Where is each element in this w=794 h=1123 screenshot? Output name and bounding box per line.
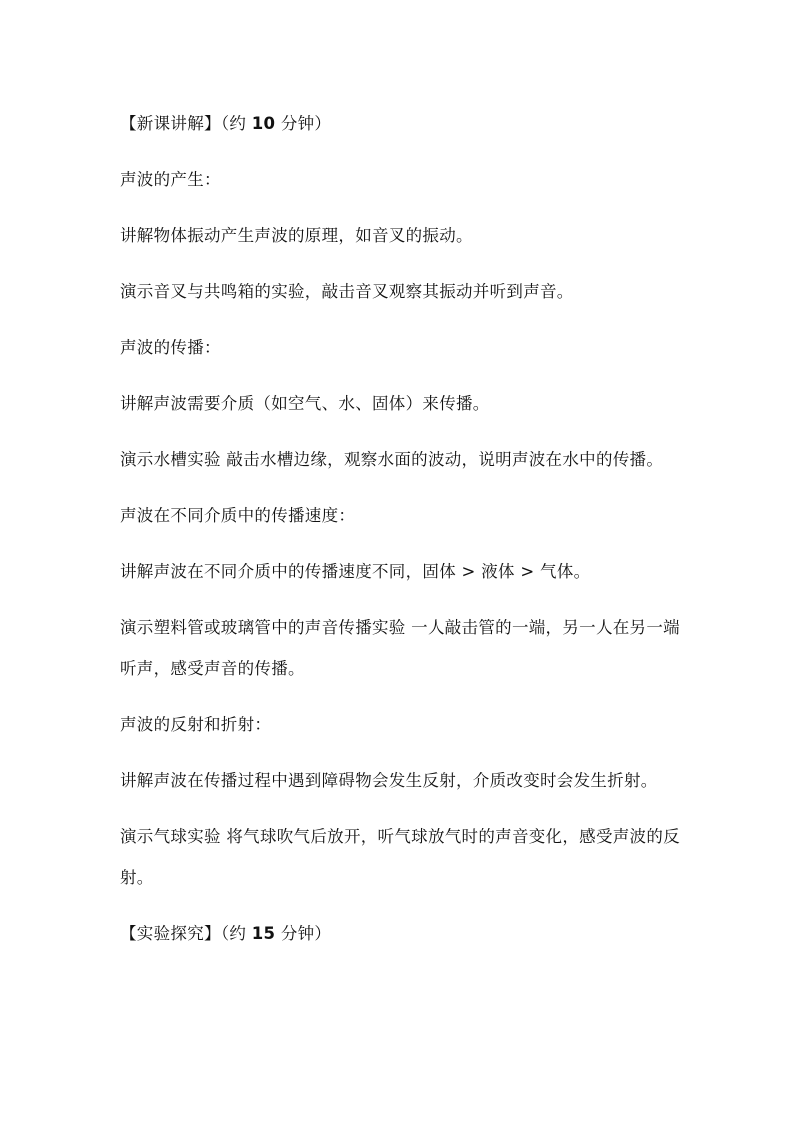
- heading-duration-prefix: （约: [220, 114, 252, 133]
- heading-duration-prefix: （约: [220, 924, 252, 943]
- paragraph: 讲解声波在不同介质中的传播速度不同，固体 > 液体 > 气体。: [120, 562, 591, 581]
- heading-duration-number: 15: [251, 924, 276, 943]
- paragraph: 演示塑料管或玻璃管中的声音传播实验 一人敲击管的一端，另一人在另一端听声，感受声音的传播。: [120, 618, 680, 678]
- subsection-title: 声波的产生：: [120, 170, 221, 189]
- section-heading-experiment: [120, 913, 680, 954]
- paragraph: 讲解声波需要介质（如空气、水、固体）来传播。: [120, 394, 490, 413]
- heading-duration-suffix: 分钟）: [275, 924, 332, 943]
- heading-title: 【实验探究】: [120, 924, 221, 943]
- subsection-title: 声波在不同介质中的传播速度：: [120, 506, 356, 525]
- heading-duration-suffix: 分钟）: [275, 114, 332, 133]
- subsection-title: 声波的传播：: [120, 338, 221, 357]
- paragraph: 演示音叉与共鸣箱的实验，敲击音叉观察其振动并听到声音。: [120, 282, 574, 301]
- paragraph: 讲解物体振动产生声波的原理，如音叉的振动。: [120, 226, 473, 245]
- heading-title: 【新课讲解】: [120, 114, 221, 133]
- section-heading-new-lesson: [120, 103, 680, 144]
- subsection-title: 声波的反射和折射：: [120, 715, 272, 734]
- heading-duration-number: 10: [251, 114, 276, 133]
- paragraph: 演示水槽实验 敲击水槽边缘，观察水面的波动，说明声波在水中的传播。: [120, 450, 664, 469]
- document-body: [120, 103, 680, 969]
- paragraph: 演示气球实验 将气球吹气后放开，听气球放气时的声音变化，感受声波的反射。: [120, 827, 680, 887]
- paragraph: 讲解声波在传播过程中遇到障碍物会发生反射，介质改变时会发生折射。: [120, 771, 658, 790]
